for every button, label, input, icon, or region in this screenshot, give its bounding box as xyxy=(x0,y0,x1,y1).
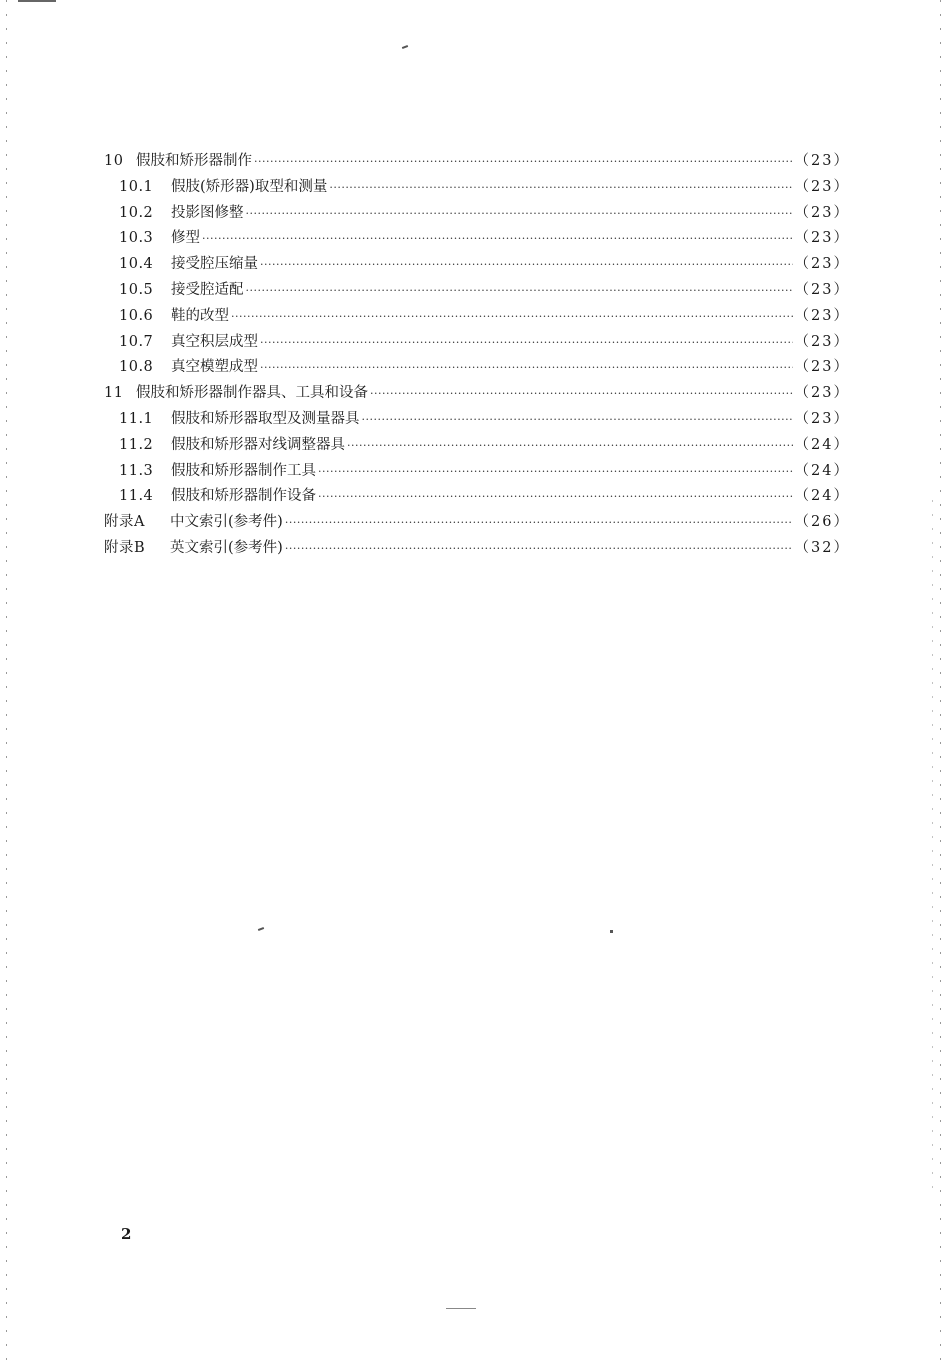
toc-entry-page: （26） xyxy=(794,514,850,531)
dot-leader xyxy=(318,484,793,510)
toc-entry-number: 附录B xyxy=(104,539,146,556)
toc-entry-number: 附录A xyxy=(104,514,145,531)
toc-entry-title: 投影图修整 xyxy=(171,204,244,221)
toc-entry-page: （23） xyxy=(794,385,850,402)
dot-leader xyxy=(246,201,793,227)
toc-entry xyxy=(104,201,850,227)
toc-entry xyxy=(104,278,850,304)
toc-entry-page: （24） xyxy=(794,462,850,479)
toc-entry-title: 假肢(矫形器)取型和测量 xyxy=(171,178,328,195)
scan-speck xyxy=(610,930,613,933)
scan-edge-right xyxy=(940,0,941,1362)
toc-entry-title: 假肢和矫形器制作 xyxy=(136,153,252,169)
toc-entry-number: 10.1 xyxy=(119,178,154,195)
toc-entry-title: 假肢和矫形器对线调整器具 xyxy=(171,436,345,453)
toc-entry xyxy=(104,175,850,201)
toc-entry-page: （23） xyxy=(794,281,850,298)
toc-entry-title: 假肢和矫形器制作器具、工具和设备 xyxy=(136,385,368,402)
toc-entry xyxy=(104,304,850,330)
toc-entry-title: 英文索引(参考件) xyxy=(170,539,283,556)
toc-entry-title: 接受腔压缩量 xyxy=(171,256,258,273)
dot-leader xyxy=(318,459,793,485)
toc-entry-title: 假肢和矫形器制作工具 xyxy=(171,462,316,479)
dot-leader xyxy=(246,278,793,304)
toc-entry-page: （23） xyxy=(794,359,850,376)
dot-leader xyxy=(362,407,793,433)
toc-entry xyxy=(104,355,850,381)
toc-entry-title: 假肢和矫形器取型及测量器具 xyxy=(171,410,360,427)
toc-entry-title: 中文索引(参考件) xyxy=(170,514,283,531)
toc-entry-title: 接受腔适配 xyxy=(171,281,244,298)
toc-entry xyxy=(104,433,850,459)
toc-entry-page: （23） xyxy=(794,410,850,427)
page-number: 2 xyxy=(121,1225,132,1243)
toc-entry xyxy=(104,459,850,485)
toc-entry-title: 假肢和矫形器制作设备 xyxy=(171,488,316,505)
scan-edge-right-inner xyxy=(932,500,933,1200)
toc-entry-page: （23） xyxy=(794,256,850,273)
dot-leader xyxy=(260,330,793,356)
toc-entry-page: （23） xyxy=(794,178,850,195)
toc-entry xyxy=(104,536,850,562)
dot-leader xyxy=(254,149,793,175)
toc-entry-title: 真空模塑成型 xyxy=(171,359,258,376)
toc-entry-number: 11.2 xyxy=(119,436,154,453)
toc-entry-title: 真空积层成型 xyxy=(171,333,258,350)
toc-entry-number: 10.5 xyxy=(119,281,154,298)
toc-entry-number: 10.6 xyxy=(119,307,154,324)
dot-leader xyxy=(260,252,793,278)
toc-entry xyxy=(104,407,850,433)
scan-speck xyxy=(446,1308,476,1309)
toc-entry-page: （24） xyxy=(794,436,850,453)
toc-entry-number: 10.7 xyxy=(119,333,154,350)
toc-entry-title: 鞋的改型 xyxy=(171,307,229,324)
dot-leader xyxy=(260,355,793,381)
toc-entry-page: （23） xyxy=(794,204,850,221)
toc-entry xyxy=(104,226,850,252)
toc-entry xyxy=(104,330,850,356)
toc-entry-number: 11.1 xyxy=(119,410,154,427)
toc-entry-title: 修型 xyxy=(171,230,200,247)
toc-entry-page: （23） xyxy=(794,307,850,324)
dot-leader xyxy=(329,175,792,201)
dot-leader xyxy=(285,510,793,536)
toc-entry xyxy=(104,381,850,407)
toc-entry-page: （32） xyxy=(794,539,850,556)
toc-entry-number: 11.4 xyxy=(119,488,154,505)
toc-entry-number: 10.8 xyxy=(119,359,154,376)
toc-entry-number: 11 xyxy=(104,385,124,402)
toc-entry xyxy=(104,149,850,175)
dot-leader xyxy=(202,226,793,252)
toc-entry-number: 10.3 xyxy=(119,230,154,247)
toc-entry-page: （23） xyxy=(794,230,850,247)
toc-entry-number: 10 xyxy=(104,153,124,169)
toc-entry-page: （24） xyxy=(794,488,850,505)
scan-edge-left xyxy=(6,0,7,1362)
toc-entry xyxy=(104,252,850,278)
toc-entry xyxy=(104,484,850,510)
dot-leader xyxy=(231,304,793,330)
scan-speck xyxy=(18,0,56,2)
toc-entry-number: 11.3 xyxy=(119,462,154,479)
toc-entry-number: 10.4 xyxy=(119,256,154,273)
toc-entry-page: （23） xyxy=(794,153,850,169)
dot-leader xyxy=(347,433,793,459)
scan-speck xyxy=(258,927,264,931)
toc-entry-page: （23） xyxy=(794,333,850,350)
toc-entry xyxy=(104,510,850,536)
table-of-contents xyxy=(104,149,850,562)
scan-speck xyxy=(402,45,408,49)
dot-leader xyxy=(370,381,793,407)
toc-entry-number: 10.2 xyxy=(119,204,154,221)
dot-leader xyxy=(285,536,793,562)
